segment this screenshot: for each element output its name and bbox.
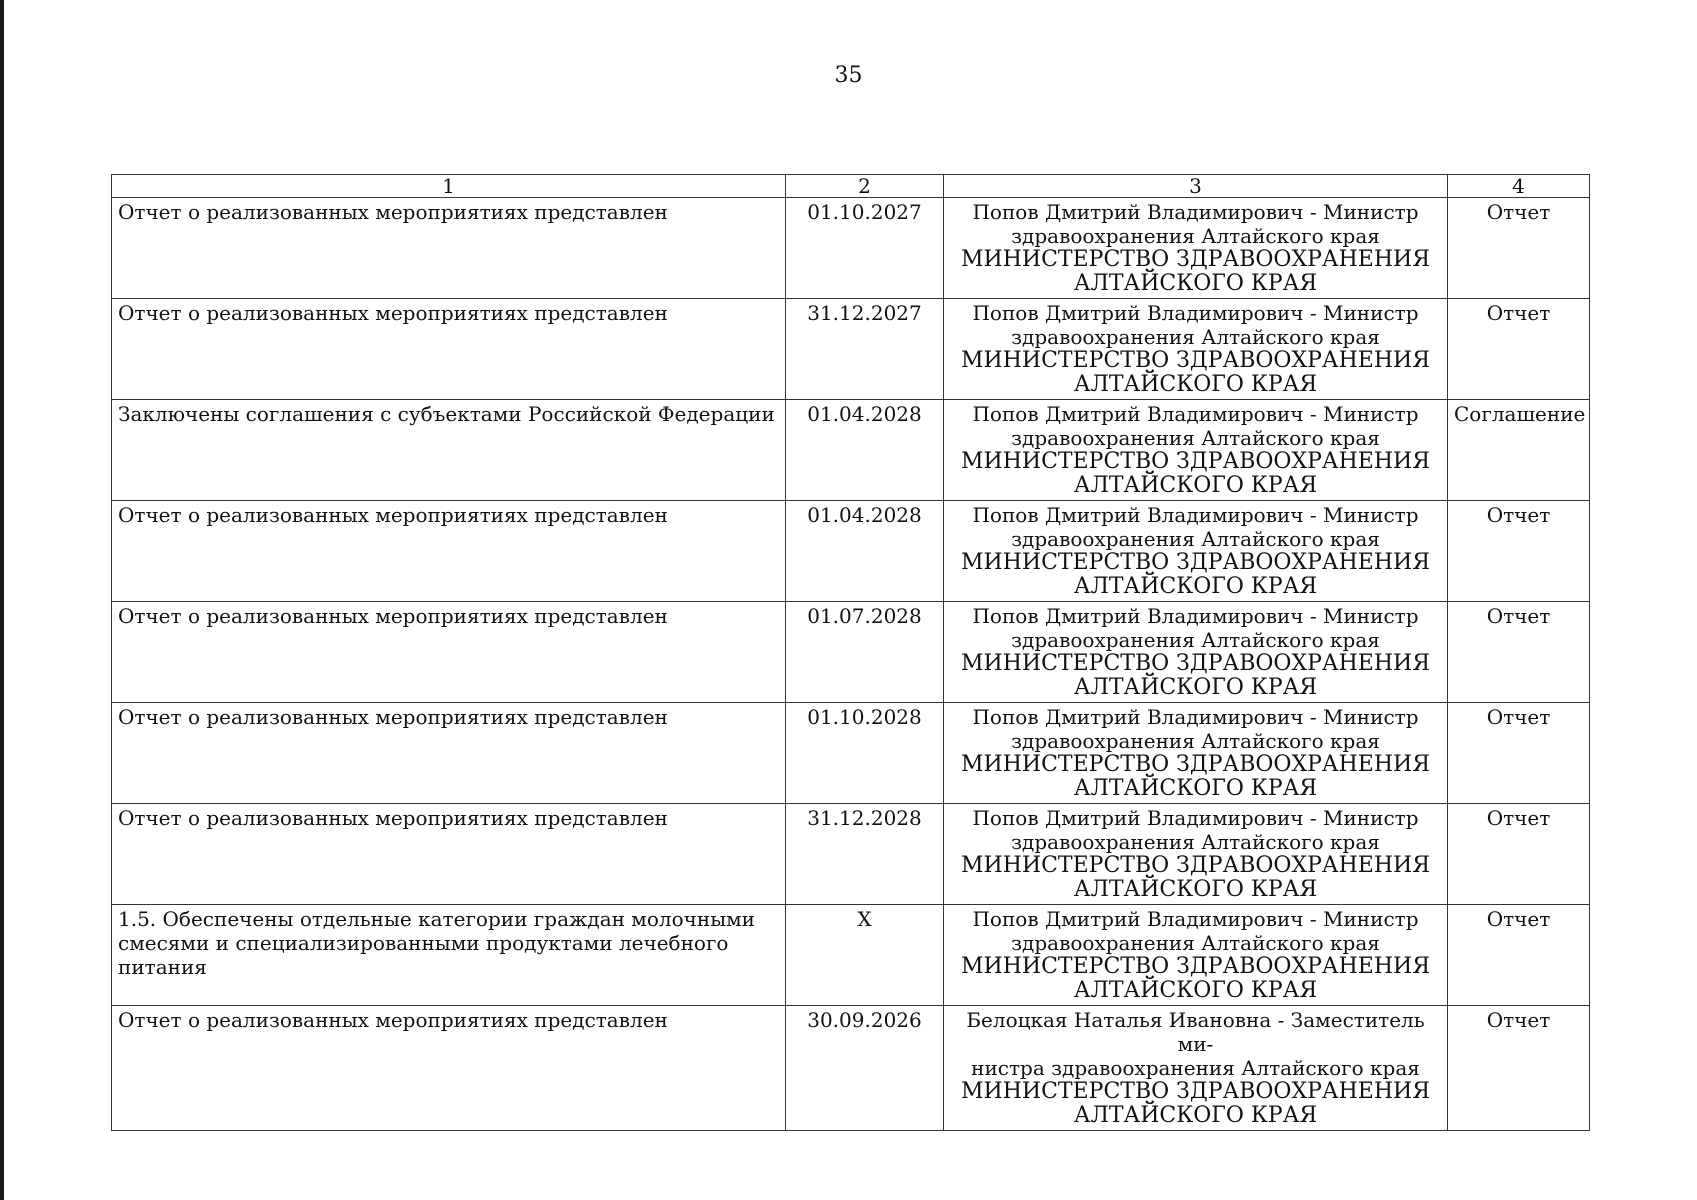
responsible-position-line: нистра здравоохранения Алтайского края xyxy=(971,1056,1420,1080)
organization-line: МИНИСТЕРСТВО ЗДРАВООХРАНЕНИЯ xyxy=(961,550,1430,575)
header-col-1: 1 xyxy=(112,175,786,198)
organization-line: АЛТАЙСКОГО КРАЯ xyxy=(1073,776,1318,801)
organization-line: АЛТАЙСКОГО КРАЯ xyxy=(1073,574,1318,599)
table-header-row xyxy=(112,175,1590,198)
page-number: 35 xyxy=(834,63,863,88)
organization-line: АЛТАЙСКОГО КРАЯ xyxy=(1073,978,1318,1003)
organization-line: АЛТАЙСКОГО КРАЯ xyxy=(1073,271,1318,296)
table-row xyxy=(112,703,1590,804)
responsible-name-line: Попов Дмитрий Владимирович - Министр xyxy=(972,705,1419,729)
header-col-3: 3 xyxy=(944,175,1448,198)
table-row xyxy=(112,602,1590,703)
table-row xyxy=(112,400,1590,501)
date-cell: 01.07.2028 xyxy=(786,602,944,703)
document-type-cell: Отчет xyxy=(1448,703,1590,804)
responsible-name-line: Белоцкая Наталья Ивановна - Заместитель ми- xyxy=(966,1008,1425,1056)
responsible-position-line: здравоохранения Алтайского края xyxy=(1011,729,1380,753)
result-cell: Заключены соглашения с субъектами Российской Федерации xyxy=(112,400,786,501)
document-type-cell: Отчет xyxy=(1448,299,1590,400)
date-cell: 01.10.2028 xyxy=(786,703,944,804)
responsible-cell xyxy=(944,501,1448,602)
result-cell: 1.5. Обеспечены отдельные категории граждан молочными смесями и специализированными продуктами лечебного питания xyxy=(112,905,786,1006)
responsible-name-line: Попов Дмитрий Владимирович - Министр xyxy=(972,806,1419,830)
responsible-cell xyxy=(944,804,1448,905)
table-row xyxy=(112,198,1590,299)
responsible-cell xyxy=(944,905,1448,1006)
responsible-position-line: здравоохранения Алтайского края xyxy=(1011,325,1380,349)
responsible-position-line: здравоохранения Алтайского края xyxy=(1011,224,1380,248)
responsible-name-line: Попов Дмитрий Владимирович - Министр xyxy=(972,604,1419,628)
organization-line: МИНИСТЕРСТВО ЗДРАВООХРАНЕНИЯ xyxy=(961,1079,1430,1104)
responsible-cell xyxy=(944,1006,1448,1131)
date-cell: 30.09.2026 xyxy=(786,1006,944,1131)
plan-table xyxy=(111,174,1590,1131)
organization-line: МИНИСТЕРСТВО ЗДРАВООХРАНЕНИЯ xyxy=(961,348,1430,373)
result-cell: Отчет о реализованных мероприятиях представлен xyxy=(112,1006,786,1131)
organization-line: АЛТАЙСКОГО КРАЯ xyxy=(1073,372,1318,397)
table-row xyxy=(112,804,1590,905)
organization-line: АЛТАЙСКОГО КРАЯ xyxy=(1073,1103,1318,1128)
result-cell: Отчет о реализованных мероприятиях представлен xyxy=(112,602,786,703)
responsible-cell xyxy=(944,703,1448,804)
responsible-position-line: здравоохранения Алтайского края xyxy=(1011,830,1380,854)
document-type-cell: Соглашение xyxy=(1448,400,1590,501)
responsible-position-line: здравоохранения Алтайского края xyxy=(1011,527,1380,551)
table-row xyxy=(112,501,1590,602)
scan-edge-line xyxy=(0,0,4,1200)
table-row xyxy=(112,299,1590,400)
document-type-cell: Отчет xyxy=(1448,602,1590,703)
responsible-cell xyxy=(944,198,1448,299)
result-cell: Отчет о реализованных мероприятиях представлен xyxy=(112,703,786,804)
table-body xyxy=(112,198,1590,1131)
document-type-cell: Отчет xyxy=(1448,501,1590,602)
organization-line: АЛТАЙСКОГО КРАЯ xyxy=(1073,877,1318,902)
organization-line: МИНИСТЕРСТВО ЗДРАВООХРАНЕНИЯ xyxy=(961,752,1430,777)
result-cell: Отчет о реализованных мероприятиях представлен xyxy=(112,804,786,905)
document-type-cell: Отчет xyxy=(1448,1006,1590,1131)
header-col-2: 2 xyxy=(786,175,944,198)
responsible-name-line: Попов Дмитрий Владимирович - Министр xyxy=(972,200,1419,224)
responsible-name-line: Попов Дмитрий Владимирович - Министр xyxy=(972,402,1419,426)
organization-line: АЛТАЙСКОГО КРАЯ xyxy=(1073,473,1318,498)
date-cell: X xyxy=(786,905,944,1006)
table-row xyxy=(112,1006,1590,1131)
date-cell: 31.12.2028 xyxy=(786,804,944,905)
result-cell: Отчет о реализованных мероприятиях представлен xyxy=(112,198,786,299)
responsible-cell xyxy=(944,299,1448,400)
date-cell: 01.04.2028 xyxy=(786,400,944,501)
table-row xyxy=(112,905,1590,1006)
document-type-cell: Отчет xyxy=(1448,804,1590,905)
date-cell: 01.04.2028 xyxy=(786,501,944,602)
result-cell: Отчет о реализованных мероприятиях представлен xyxy=(112,501,786,602)
document-type-cell: Отчет xyxy=(1448,905,1590,1006)
responsible-position-line: здравоохранения Алтайского края xyxy=(1011,426,1380,450)
date-cell: 31.12.2027 xyxy=(786,299,944,400)
responsible-name-line: Попов Дмитрий Владимирович - Министр xyxy=(972,907,1419,931)
date-cell: 01.10.2027 xyxy=(786,198,944,299)
header-col-4: 4 xyxy=(1448,175,1590,198)
responsible-cell xyxy=(944,400,1448,501)
result-cell: Отчет о реализованных мероприятиях представлен xyxy=(112,299,786,400)
responsible-cell xyxy=(944,602,1448,703)
organization-line: МИНИСТЕРСТВО ЗДРАВООХРАНЕНИЯ xyxy=(961,247,1430,272)
organization-line: МИНИСТЕРСТВО ЗДРАВООХРАНЕНИЯ xyxy=(961,954,1430,979)
organization-line: МИНИСТЕРСТВО ЗДРАВООХРАНЕНИЯ xyxy=(961,449,1430,474)
responsible-position-line: здравоохранения Алтайского края xyxy=(1011,931,1380,955)
responsible-name-line: Попов Дмитрий Владимирович - Министр xyxy=(972,503,1419,527)
organization-line: МИНИСТЕРСТВО ЗДРАВООХРАНЕНИЯ xyxy=(961,853,1430,878)
responsible-position-line: здравоохранения Алтайского края xyxy=(1011,628,1380,652)
document-type-cell: Отчет xyxy=(1448,198,1590,299)
organization-line: АЛТАЙСКОГО КРАЯ xyxy=(1073,675,1318,700)
organization-line: МИНИСТЕРСТВО ЗДРАВООХРАНЕНИЯ xyxy=(961,651,1430,676)
responsible-name-line: Попов Дмитрий Владимирович - Министр xyxy=(972,301,1419,325)
